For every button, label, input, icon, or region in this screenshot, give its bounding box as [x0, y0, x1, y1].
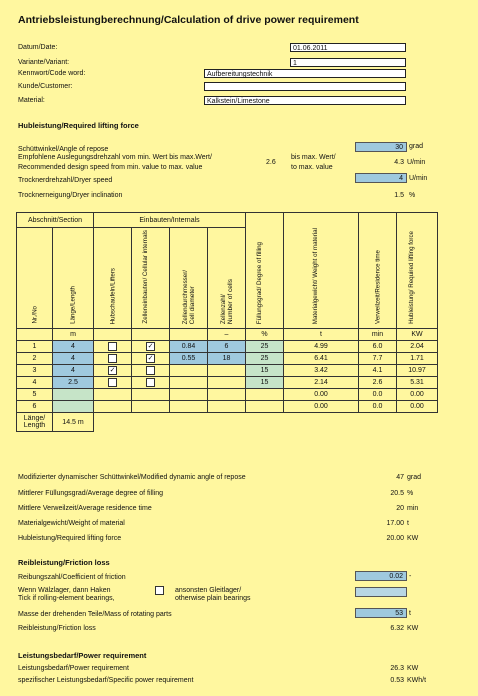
kennwort-label: Kennwort/Code word:: [18, 70, 86, 77]
mass-unit: t: [409, 610, 411, 617]
row-length-input[interactable]: 4: [53, 365, 94, 377]
row-cell-diameter-input[interactable]: [170, 377, 208, 389]
friction-hint-field: [355, 587, 407, 597]
friction-loss-label: Reibleistung/Friction loss: [18, 625, 96, 632]
checkbox[interactable]: ✓: [147, 355, 154, 362]
mod-angle-value: 47: [396, 474, 404, 481]
row-force: 0.00: [397, 389, 438, 401]
col-no-header: Nr./No: [17, 228, 53, 329]
total-length-row: Länge/ Length 14.5 m: [17, 413, 438, 432]
power-req-label: Leistungsbedarf/Power requirement: [18, 665, 129, 672]
units-row: m – % t min KW: [17, 329, 438, 341]
table-row: [17, 353, 438, 365]
specific-power-unit: KWh/t: [407, 677, 427, 684]
friction-coef-unit: -: [409, 573, 412, 580]
row-cell-count-input[interactable]: [208, 377, 246, 389]
col-force-header: Hubleistung/ Required lifting force: [397, 228, 438, 329]
col-lifters-header: Hubschaufeln/Lifters: [94, 228, 132, 329]
page-title: Antriebsleistungberechnung/Calculation of drive power requirement: [18, 14, 359, 26]
col-residence-header: Verweilzeit/Residence time: [359, 228, 397, 329]
plain-label-1: ansonsten Gleitlager/: [175, 587, 242, 594]
dryer-speed-unit: U/min: [409, 175, 428, 182]
repose-input[interactable]: 30: [355, 142, 407, 152]
row-filling: 15: [246, 365, 284, 377]
power-heading: Leistungsbedarf/Power requirement: [18, 651, 147, 660]
design-speed-unit: U/min: [407, 159, 426, 166]
row-force: 5.31: [397, 377, 438, 389]
checkbox[interactable]: [108, 342, 117, 351]
row-lifters-checkbox[interactable]: [94, 389, 132, 401]
row-length-input[interactable]: [53, 401, 94, 413]
row-cell-diameter-input[interactable]: 0.84: [170, 341, 208, 353]
row-cellular-checkbox[interactable]: [132, 353, 170, 365]
lifting-heading: Hubleistung/Required lifting force: [18, 121, 139, 130]
avg-residence-unit: min: [407, 505, 419, 512]
row-length-input[interactable]: 2.5: [53, 377, 94, 389]
checkbox[interactable]: [146, 366, 155, 375]
table-row: [17, 401, 438, 413]
avg-fill-value: 20.5: [390, 490, 404, 497]
row-force: 0.00: [397, 401, 438, 413]
row-cellular-checkbox[interactable]: [132, 377, 170, 389]
row-filling: 15: [246, 377, 284, 389]
mass-input[interactable]: 53: [355, 608, 407, 618]
plain-label-2: otherwise plain bearings: [175, 595, 251, 602]
row-lifters-checkbox[interactable]: [94, 353, 132, 365]
dryer-speed-input[interactable]: 4: [355, 173, 407, 183]
row-cell-count-input[interactable]: [208, 401, 246, 413]
row-cellular-checkbox[interactable]: [132, 365, 170, 377]
checkbox[interactable]: [108, 378, 117, 387]
lifting-force-value: 20.00: [386, 535, 404, 542]
material-field[interactable]: Kalkstein/Limestone: [204, 96, 406, 105]
mod-angle-unit: grad: [407, 474, 422, 481]
internals-header: Einbauten/Internals: [94, 213, 246, 228]
row-no: 3: [17, 365, 53, 377]
row-lifters-checkbox[interactable]: [94, 365, 132, 377]
row-cellular-checkbox[interactable]: [132, 341, 170, 353]
row-length-input[interactable]: [53, 389, 94, 401]
table-row: [17, 341, 438, 353]
power-req-unit: KW: [407, 665, 419, 672]
row-filling: [246, 389, 284, 401]
mod-angle-label: Modifizierter dynamischer Schüttwinkel/Modified dynamic angle of repose: [18, 474, 246, 481]
design-speed-label-2: Recommended design speed from min. value to max. value: [18, 164, 203, 171]
rolling-label-2: Tick if rolling-element bearings,: [18, 595, 115, 602]
kennwort-field[interactable]: Aufbereitungstechnik: [204, 69, 406, 78]
table-row: [17, 389, 438, 401]
avg-residence-label: Mittlere Verweilzeit/Average residence time: [18, 505, 152, 512]
repose-label: Schüttwinkel/Angle of repose: [18, 146, 109, 153]
col-length-header: Länge/Length: [53, 228, 94, 329]
lifting-force-unit: KW: [407, 535, 419, 542]
row-filling: 25: [246, 353, 284, 365]
date-field[interactable]: 01.06.2011: [290, 43, 406, 52]
row-no: 4: [17, 377, 53, 389]
row-weight: 0.00: [284, 401, 359, 413]
avg-fill-label: Mittlerer Füllungsgrad/Average degree of filling: [18, 490, 164, 497]
design-speed-mid-2: to max. value: [291, 164, 333, 171]
row-residence: 7.7: [359, 353, 397, 365]
row-no: 2: [17, 353, 53, 365]
row-cell-count-input[interactable]: 18: [208, 353, 246, 365]
friction-coef-label: Reibungszahl/Coefficient of friction: [18, 574, 126, 581]
friction-heading: Reibleistung/Friction loss: [18, 558, 110, 567]
lifting-force-label: Hubleistung/Required lifting force: [18, 535, 122, 542]
row-lifters-checkbox[interactable]: [94, 377, 132, 389]
total-length-value: 14.5 m: [53, 413, 94, 432]
row-filling: [246, 401, 284, 413]
design-speed-label-1: Empfohlene Auslegungsdrehzahl vom min. Wert bis max.Wert/: [18, 154, 212, 161]
checkbox[interactable]: [108, 354, 117, 363]
row-no: 5: [17, 389, 53, 401]
row-residence: 0.0: [359, 401, 397, 413]
row-force: 2.04: [397, 341, 438, 353]
power-req-value: 26.3: [390, 665, 404, 672]
col-cell-diameter-header: Zellendurchmesser/ Cell diameter: [170, 228, 208, 329]
row-no: 1: [17, 341, 53, 353]
row-cell-count-input[interactable]: 6: [208, 341, 246, 353]
row-filling: 25: [246, 341, 284, 353]
inclination-unit: %: [409, 192, 416, 199]
design-speed-min: 2.6: [266, 159, 276, 166]
design-speed-max: 4.3: [394, 159, 404, 166]
mass-label: Masse der drehenden Teile/Mass of rotating parts: [18, 611, 172, 618]
table-row: [17, 377, 438, 389]
checkbox[interactable]: ✓: [109, 367, 116, 374]
row-cell-count-input[interactable]: [208, 365, 246, 377]
row-residence: 0.0: [359, 389, 397, 401]
row-weight: 2.14: [284, 377, 359, 389]
col-filling-header: Füllungsgrad/ Degree of filling: [246, 228, 284, 329]
date-label: Datum/Date:: [18, 44, 58, 51]
checkbox[interactable]: ✓: [147, 343, 154, 350]
rolling-label-1: Wenn Wälzlager, dann Haken: [18, 587, 111, 594]
material-weight-value: 17.00: [386, 520, 404, 527]
row-no: 6: [17, 401, 53, 413]
repose-unit: grad: [409, 143, 424, 150]
rolling-bearing-checkbox[interactable]: [155, 586, 164, 595]
col-cellular-header: Zelleneinbauten/ Cellular internals: [132, 228, 170, 329]
row-lifters-checkbox[interactable]: [94, 401, 132, 413]
row-weight: 0.00: [284, 389, 359, 401]
checkbox[interactable]: [146, 378, 155, 387]
row-length-input[interactable]: 4: [53, 353, 94, 365]
row-force: 1.71: [397, 353, 438, 365]
row-force: 10.97: [397, 365, 438, 377]
row-weight: 4.99: [284, 341, 359, 353]
row-weight: 6.41: [284, 353, 359, 365]
sections-table: [16, 212, 438, 432]
design-speed-mid-1: bis max. Wert/: [291, 154, 336, 161]
row-cellular-checkbox[interactable]: [132, 389, 170, 401]
material-label: Material:: [18, 97, 45, 104]
inclination-label: Trocknerneigung/Dryer inclination: [18, 192, 123, 199]
dryer-speed-label: Trocknerdrehzahl/Dryer speed: [18, 177, 113, 184]
friction-loss-value: 6.32: [390, 625, 404, 632]
row-residence: 4.1: [359, 365, 397, 377]
col-cell-count-header: Zellenzahl/ Number of cells: [208, 228, 246, 329]
row-cell-diameter-input[interactable]: [170, 401, 208, 413]
row-cell-diameter-input[interactable]: [170, 365, 208, 377]
row-length-input[interactable]: 4: [53, 341, 94, 353]
variant-label: Variante/Variant:: [18, 59, 70, 66]
material-weight-unit: t: [407, 520, 409, 527]
col-weight-header: Materialgewicht/ Weight of material: [284, 228, 359, 329]
avg-residence-value: 20: [396, 505, 404, 512]
row-cell-diameter-input[interactable]: 0.55: [170, 353, 208, 365]
friction-coef-input[interactable]: 0.02: [355, 571, 407, 581]
variant-field[interactable]: 1: [290, 58, 406, 67]
row-residence: 6.0: [359, 341, 397, 353]
friction-loss-unit: KW: [407, 625, 419, 632]
specific-power-label: spezifischer Leistungsbedarf/Specific power requirement: [18, 677, 194, 684]
customer-label: Kunde/Customer:: [18, 83, 73, 90]
table-row: [17, 365, 438, 377]
specific-power-value: 0.53: [390, 677, 404, 684]
row-cellular-checkbox[interactable]: [132, 401, 170, 413]
section-header: Abschnitt/Section: [17, 213, 94, 228]
row-weight: 3.42: [284, 365, 359, 377]
material-weight-label: Materialgewicht/Weight of material: [18, 520, 125, 527]
row-cell-count-input[interactable]: [208, 389, 246, 401]
avg-fill-unit: %: [407, 490, 414, 497]
row-lifters-checkbox[interactable]: [94, 341, 132, 353]
customer-field[interactable]: [204, 82, 406, 91]
inclination-value: 1.5: [394, 192, 404, 199]
row-residence: 2.6: [359, 377, 397, 389]
row-cell-diameter-input[interactable]: [170, 389, 208, 401]
